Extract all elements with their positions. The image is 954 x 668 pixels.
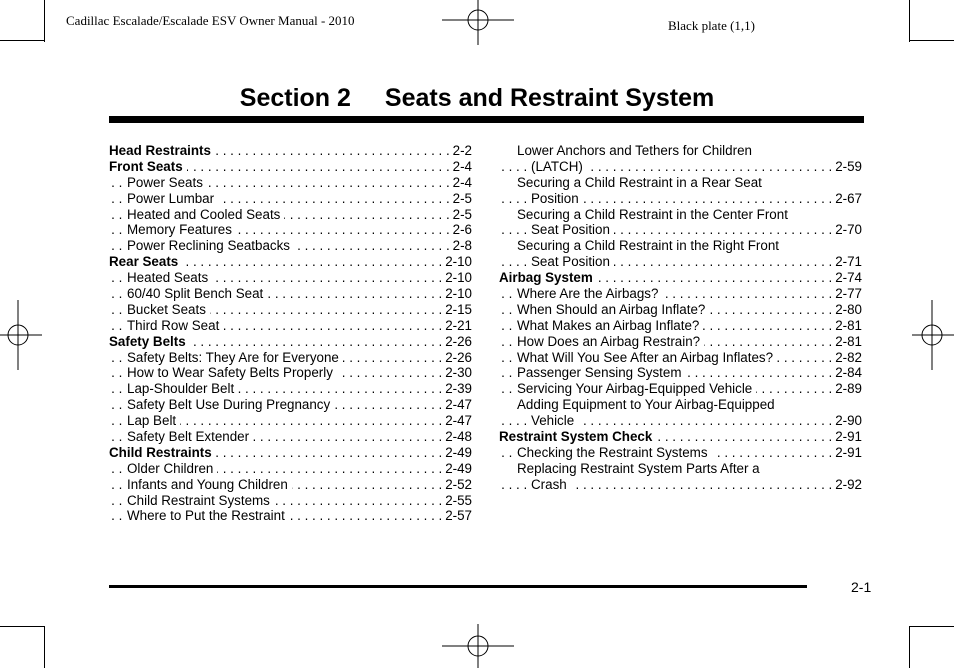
toc-entry-page: 2-26 [441, 350, 472, 366]
toc-entry-page: 2-5 [449, 191, 472, 207]
toc-entry-title: Securing a Child Restraint in the Right Front [517, 238, 783, 253]
section-label: Section 2 [239, 84, 351, 112]
toc-entry-title: Crash [531, 477, 571, 492]
toc-entry-page: 2-81 [831, 318, 862, 334]
toc-entry-page: 2-6 [449, 222, 472, 238]
toc-entry-line[interactable] [499, 207, 862, 223]
toc-entry-page: 2-74 [831, 270, 862, 286]
toc-entry-title: Child Restraints [109, 445, 216, 460]
toc-entry-title: Securing a Child Restraint in a Rear Seat [517, 175, 766, 190]
toc-entry-title: Power Lumbar [127, 191, 218, 206]
crop-mark [909, 40, 954, 41]
toc-entry[interactable] [499, 445, 862, 461]
toc-entry-title: Rear Seats [109, 254, 182, 269]
crop-mark [0, 40, 44, 41]
toc-entry-line[interactable] [499, 238, 862, 254]
toc-entry-title: Head Restraints [109, 143, 215, 158]
toc-entry[interactable] [499, 222, 862, 238]
registration-mark-right [912, 300, 954, 370]
toc-entry-title: Safety Belts [109, 334, 190, 349]
footer-rule [109, 585, 807, 588]
toc-entry[interactable] [109, 381, 472, 397]
toc-entry[interactable] [499, 350, 862, 366]
toc-entry[interactable] [109, 159, 472, 175]
toc-entry-page: 2-59 [831, 159, 862, 175]
toc-entry-title: Third Row Seat [127, 318, 223, 333]
toc-entry-page: 2-49 [441, 445, 472, 461]
toc-entry-page: 2-49 [441, 461, 472, 477]
registration-mark-bottom [442, 624, 514, 668]
toc-entry-title: Memory Features [127, 222, 236, 237]
toc-entry-page: 2-91 [831, 429, 862, 445]
toc-entry[interactable] [109, 270, 472, 286]
toc-entry-page: 2-92 [831, 477, 862, 493]
toc-entry-line[interactable] [499, 143, 862, 159]
toc-entry-page: 2-30 [441, 365, 472, 381]
toc-entry-title: Securing a Child Restraint in the Center Front [517, 207, 792, 222]
toc-entry-title: Lap-Shoulder Belt [127, 381, 238, 396]
toc-entry-page: 2-57 [441, 508, 472, 524]
toc-entry[interactable] [499, 413, 862, 429]
toc-entry[interactable] [499, 318, 862, 334]
crop-mark [909, 626, 954, 627]
toc-entry[interactable] [109, 477, 472, 493]
toc-entry[interactable] [109, 365, 472, 381]
toc-entry[interactable] [499, 191, 862, 207]
toc-entry-line[interactable] [499, 461, 862, 477]
toc-entry-page: 2-47 [441, 413, 472, 429]
toc-entry-title: Heated Seats [127, 270, 212, 285]
running-header-title: Cadillac Escalade/Escalade ESV Owner Manual - 2010 [66, 13, 355, 28]
toc-entry[interactable] [499, 159, 862, 175]
toc-entry-title: Servicing Your Airbag-Equipped Vehicle [517, 381, 756, 396]
toc-entry-page: 2-47 [441, 397, 472, 413]
page-number: 2-1 [851, 579, 872, 595]
toc-entry[interactable] [109, 413, 472, 429]
toc-entry-page: 2-4 [449, 175, 472, 191]
toc-entry[interactable] [109, 207, 472, 223]
toc-right-column [499, 143, 862, 493]
toc-entry[interactable] [109, 143, 472, 159]
crop-mark [909, 0, 910, 42]
toc-entry[interactable] [499, 477, 862, 493]
toc-entry-page: 2-82 [831, 350, 862, 366]
toc-entry[interactable] [109, 350, 472, 366]
toc-entry[interactable] [499, 334, 862, 350]
toc-entry-title: How Does an Airbag Restrain? [517, 334, 704, 349]
toc-entry-title: Restraint System Check [499, 429, 656, 444]
section-name: Seats and Restraint System [384, 84, 715, 112]
toc-entry-title: Safety Belt Extender [127, 429, 253, 444]
toc-entry-title: Lower Anchors and Tethers for Children [517, 143, 756, 158]
toc-entry-page: 2-77 [831, 286, 862, 302]
toc-entry[interactable] [109, 318, 472, 334]
toc-entry-page: 2-91 [831, 445, 862, 461]
crop-mark [44, 0, 45, 42]
toc-entry[interactable] [109, 493, 472, 509]
toc-entry[interactable] [109, 191, 472, 207]
toc-entry[interactable] [109, 429, 472, 445]
toc-entry-page: 2-67 [831, 191, 862, 207]
registration-mark-top [442, 0, 514, 45]
toc-entry[interactable] [109, 175, 472, 191]
toc-entry-title: Passenger Sensing System [517, 365, 686, 380]
toc-entry-page: 2-71 [831, 254, 862, 270]
toc-entry[interactable] [499, 429, 862, 445]
toc-entry-page: 2-5 [449, 207, 472, 223]
toc-entry-page: 2-52 [441, 477, 472, 493]
toc-entry-title: When Should an Airbag Inflate? [517, 302, 709, 317]
toc-entry-page: 2-90 [831, 413, 862, 429]
toc-entry[interactable] [109, 445, 472, 461]
toc-entry-title: Position [531, 191, 583, 206]
toc-entry-page: 2-8 [449, 238, 472, 254]
toc-entry[interactable] [499, 365, 862, 381]
toc-entry-title: Child Restraint Systems [127, 493, 274, 508]
crop-mark [909, 626, 910, 668]
toc-entry[interactable] [109, 222, 472, 238]
toc-entry-title: Power Reclining Seatbacks [127, 238, 294, 253]
crop-mark [44, 626, 45, 668]
toc-entry-page: 2-21 [441, 318, 472, 334]
toc-entry-title: Older Children [127, 461, 217, 476]
toc-entry-title: Infants and Young Children [127, 477, 292, 492]
toc-entry-title: (LATCH) [531, 159, 587, 174]
toc-entry[interactable] [109, 238, 472, 254]
running-header-plate: Black plate (1,1) [668, 18, 755, 33]
toc-entry[interactable] [109, 334, 472, 350]
toc-entry[interactable] [109, 254, 472, 270]
toc-entry[interactable] [109, 286, 472, 302]
toc-entry-title: 60/40 Split Bench Seat [127, 286, 267, 301]
toc-entry-page: 2-55 [441, 493, 472, 509]
toc-entry[interactable] [109, 302, 472, 318]
toc-entry-title: Front Seats [109, 159, 187, 174]
toc-entry-page: 2-10 [441, 254, 472, 270]
toc-entry[interactable] [109, 508, 472, 524]
toc-entry-title: Where Are the Airbags? [517, 286, 662, 301]
registration-mark-left [0, 300, 42, 370]
toc-entry-page: 2-10 [441, 270, 472, 286]
toc-entry-title: Power Seats [127, 175, 207, 190]
section-title [0, 84, 954, 113]
toc-entry-title: Seat Position [531, 222, 614, 237]
toc-left-column [109, 143, 472, 524]
toc-entry-title: Vehicle [531, 413, 578, 428]
toc-entry-page: 2-70 [831, 222, 862, 238]
toc-entry-title: Checking the Restraint Systems [517, 445, 712, 460]
title-rule [109, 116, 864, 123]
toc-entry-title: Bucket Seats [127, 302, 210, 317]
toc-entry[interactable] [499, 254, 862, 270]
toc-entry-page: 2-39 [441, 381, 472, 397]
toc-entry-line[interactable] [499, 397, 862, 413]
toc-entry-title: Where to Put the Restraint [127, 508, 289, 523]
toc-entry[interactable] [499, 381, 862, 397]
toc-entry-title: Safety Belts: They Are for Everyone [127, 350, 343, 365]
toc-entry[interactable] [499, 302, 862, 318]
toc-entry-title: Lap Belt [127, 413, 180, 428]
toc-entry-page: 2-15 [441, 302, 472, 318]
toc-entry[interactable] [499, 270, 862, 286]
toc-entry-page: 2-2 [449, 143, 472, 159]
toc-entry-line[interactable] [499, 175, 862, 191]
toc-entry-page: 2-10 [441, 286, 472, 302]
toc-entry-page: 2-4 [449, 159, 472, 175]
toc-entry-title: How to Wear Safety Belts Properly [127, 365, 337, 380]
toc-entry-title: Heated and Cooled Seats [127, 207, 284, 222]
toc-entry-page: 2-26 [441, 334, 472, 350]
toc-entry-title: Replacing Restraint System Parts After a [517, 461, 764, 476]
toc-entry-page: 2-81 [831, 334, 862, 350]
toc-entry-title: What Will You See After an Airbag Inflates? [517, 350, 777, 365]
toc-entry-title: Airbag System [499, 270, 597, 285]
toc-entry-page: 2-89 [831, 381, 862, 397]
toc-entry-title: Adding Equipment to Your Airbag-Equipped [517, 397, 779, 412]
toc-entry[interactable] [109, 461, 472, 477]
toc-entry-page: 2-48 [441, 429, 472, 445]
toc-entry-title: Seat Position [531, 254, 614, 269]
crop-mark [0, 626, 44, 627]
toc-entry-title: What Makes an Airbag Inflate? [517, 318, 703, 333]
toc-entry[interactable] [499, 286, 862, 302]
toc-entry-title: Safety Belt Use During Pregnancy [127, 397, 334, 412]
toc-entry[interactable] [109, 397, 472, 413]
toc-entry-page: 2-84 [831, 365, 862, 381]
toc-entry-page: 2-80 [831, 302, 862, 318]
